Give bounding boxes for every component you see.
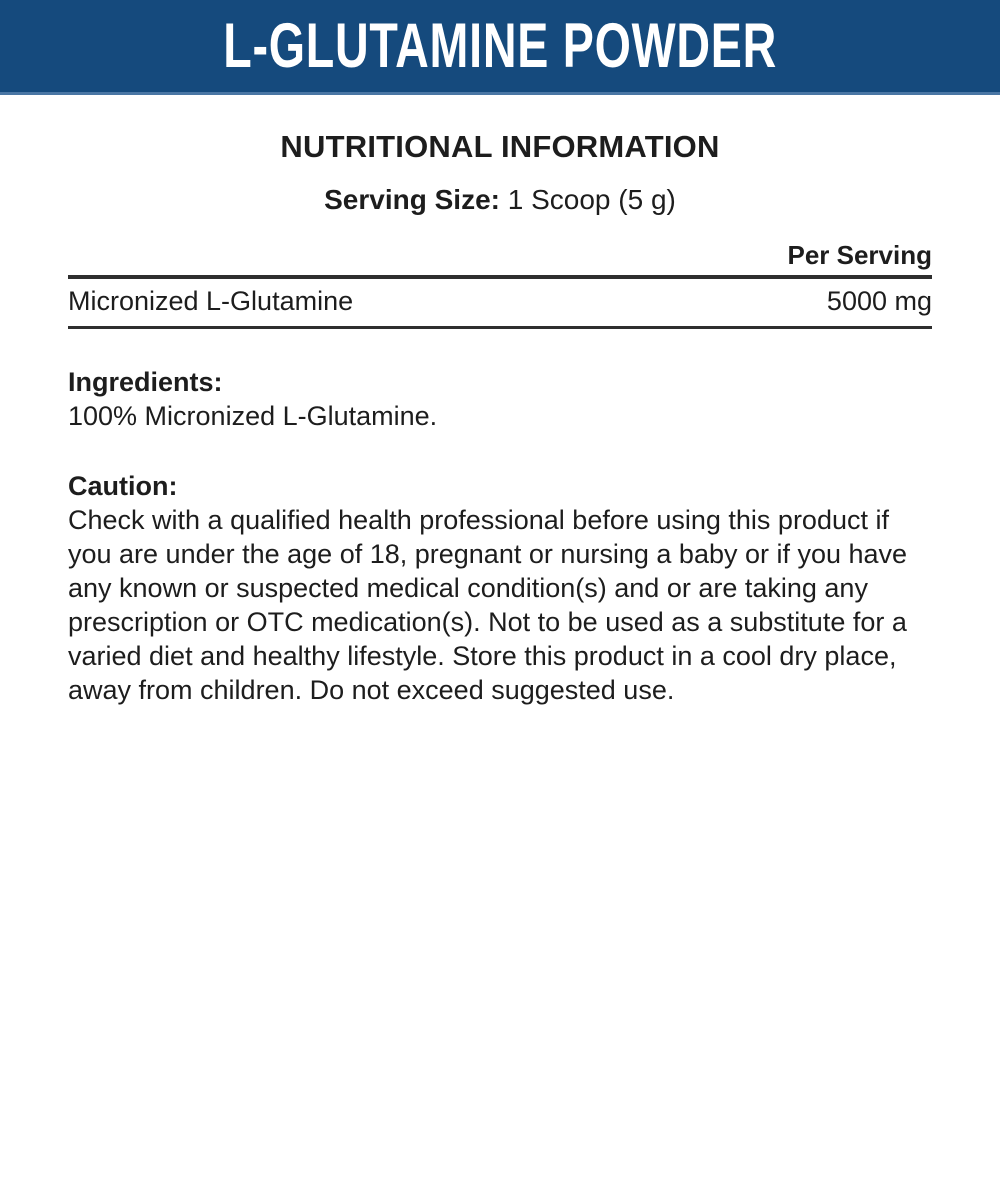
ingredients-label: Ingredients: (68, 366, 223, 397)
table-rule-bottom (68, 326, 932, 329)
product-title: L-GLUTAMINE POWDER (223, 10, 777, 81)
serving-size-value: 1 Scoop (5 g) (507, 183, 676, 215)
ingredients-section (68, 365, 932, 433)
nutrient-amount: 5000 mg (826, 286, 932, 317)
nutrition-heading: NUTRITIONAL INFORMATION (280, 129, 720, 164)
table-row (68, 279, 932, 325)
per-serving-column-header: Per Serving (787, 239, 932, 270)
nutrient-name: Micronized L-Glutamine (68, 286, 354, 317)
serving-size-label: Serving Size: (324, 183, 500, 215)
caution-section (68, 469, 932, 707)
caution-text: Check with a qualified health professional before using this product if you are under the age of 18, pregnant or nursing a baby or if you have any known or suspected medical condition(s) and or are taking any prescription or OTC medication(s). Not to be used as a substitute for a varied diet and healthy lifestyle. Store this product in a cool dry place, away from children. Do not exceed suggested use. (68, 504, 908, 705)
label-content (0, 131, 1000, 707)
serving-size-line (68, 185, 932, 214)
ingredients-text: 100% Micronized L-Glutamine. (68, 400, 438, 431)
caution-label: Caution: (68, 470, 178, 501)
nutrition-table (68, 239, 932, 329)
product-title-banner (0, 0, 1000, 95)
